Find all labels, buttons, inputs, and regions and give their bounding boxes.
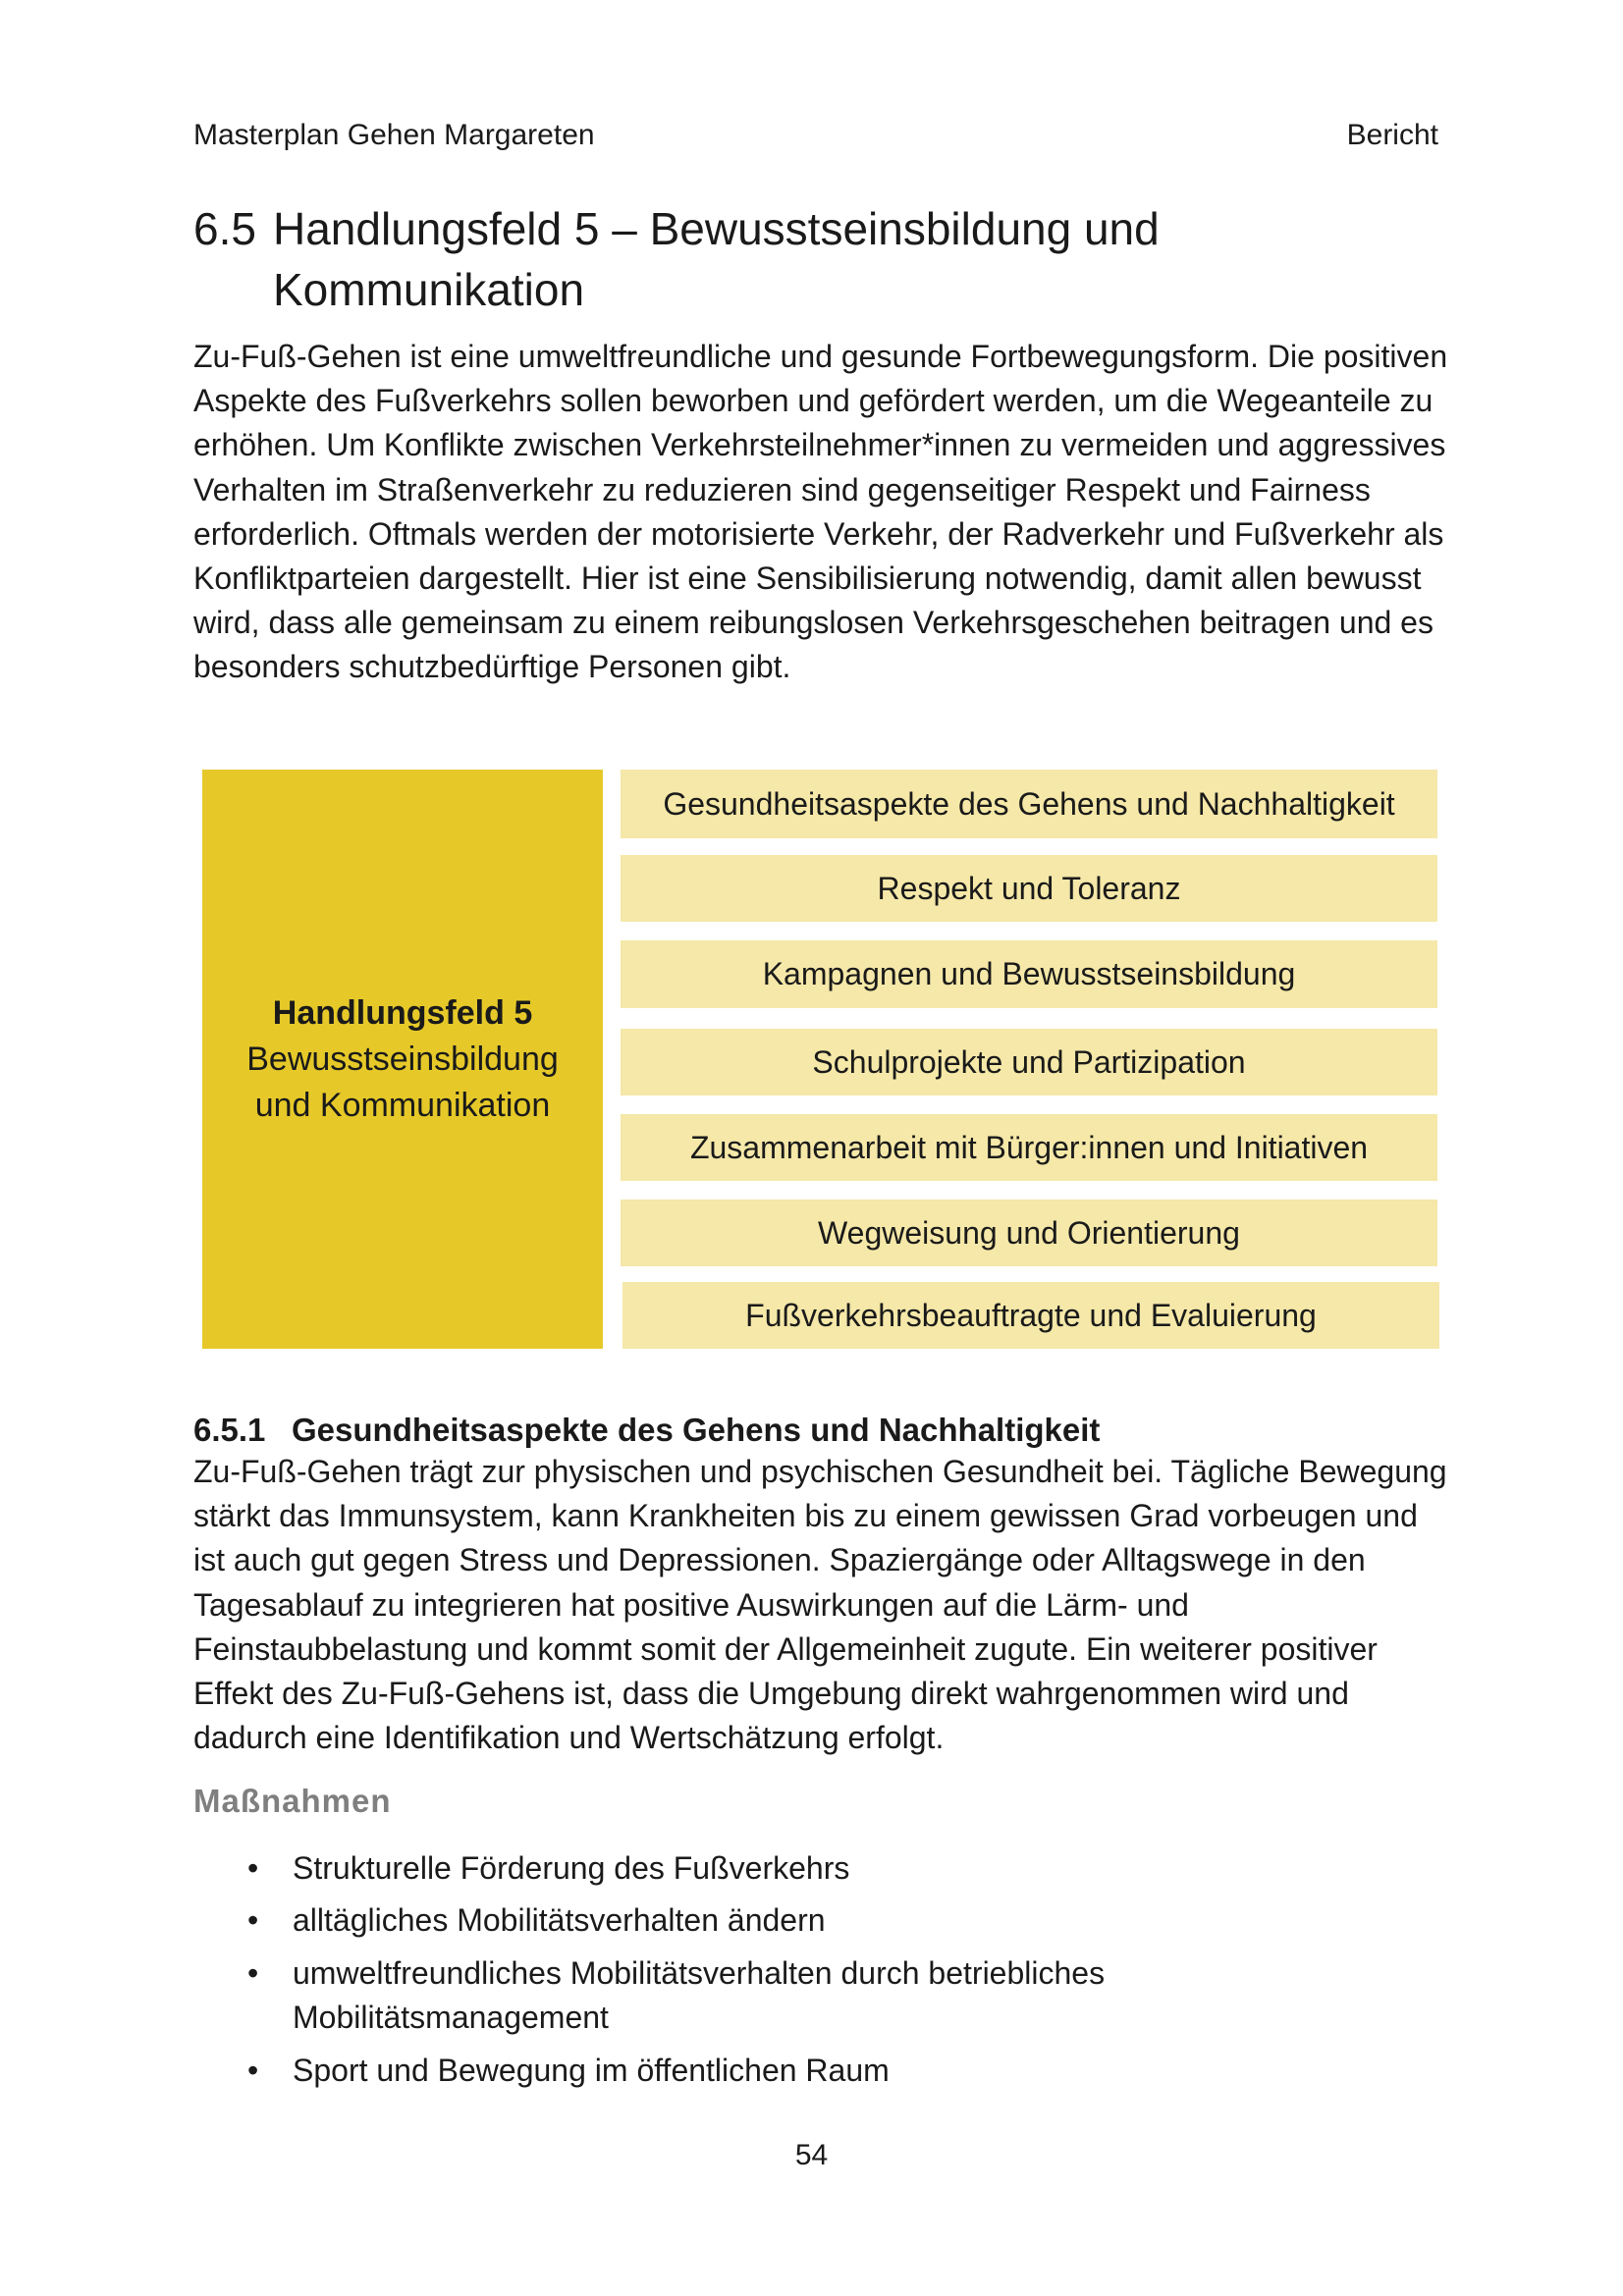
measures-heading: Maßnahmen (193, 1783, 392, 1819)
action-field-box-title: Handlungsfeld 5 (272, 993, 533, 1032)
diagram-item: Respekt und Toleranz (621, 855, 1437, 922)
action-field-box (202, 770, 603, 1349)
diagram-item: Schulprojekte und Partizipation (621, 1029, 1437, 1095)
section-number: 6.5 (193, 203, 256, 254)
measure-item: Strukturelle Förderung des Fußverkehrs (293, 1850, 850, 1886)
bullet-marker: • (247, 1850, 259, 1886)
section-title-line-1: Handlungsfeld 5 – Bewusstseinsbildung und (273, 203, 1160, 254)
bullet-marker: • (247, 1902, 259, 1938)
subsection-paragraph: Zu-Fuß-Gehen trägt zur physischen und psychischen Gesundheit bei. Tägliche Bewegung stärkt das Immunsystem, kann Krankheiten bis zu einem gewissen Grad vorbeugen und ist auch gut gegen Stress und Depressionen. Spaziergänge oder Alltagswege in den Tagesablauf zu integrieren hat positive Auswirkungen auf die Lärm- und Feinstaubbelastung und kommt somit der Allgemeinheit zugute. Ein weiterer positiver Effekt des Zu-Fuß-Gehens ist, dass die Umgebung direkt wahrgenommen wird und dadurch eine Identifikation und Wertschätzung erfolgt. (193, 1454, 1447, 1756)
running-header-title: Masterplan Gehen Margareten (193, 119, 595, 151)
subsection-heading (193, 1409, 1100, 1452)
measure-item: umweltfreundliches Mobilitätsverhalten durch betriebliches Mobilitätsmanagement (293, 1955, 1106, 2035)
diagram-item: Wegweisung und Orientierung (621, 1200, 1437, 1266)
measure-item: alltägliches Mobilitätsverhalten ändern (293, 1902, 826, 1938)
section-title (273, 198, 1255, 320)
bullet-marker: • (247, 1955, 259, 1991)
running-header-section: Bericht (1346, 119, 1438, 151)
intro-paragraph: Zu-Fuß-Gehen ist eine umweltfreundliche und gesunde Fortbewegungsform. Die positiven Aspekte des Fußverkehrs sollen beworben und gefördert werden, um die Wegeanteile zu erhöhen. Um Konflikte zwischen Verkehrsteilnehmer*innen zu vermeiden und aggressives Verhalten im Straßenverkehr zu reduzieren sind gegenseitiger Respekt und Fairness erforderlich. Oftmals werden der motorisierte Verkehr, der Radverkehr und Fußverkehr als Konfliktparteien dargestellt. Hier ist eine Sensibilisierung notwendig, damit allen bewusst wird, dass alle gemeinsam zu einem reibungslosen Verkehrsgeschehen beitragen und es besonders schutzbedürftige Personen gibt. (193, 339, 1448, 685)
action-field-box-line-2: und Kommunikation (254, 1086, 551, 1124)
subsection-number: 6.5.1 (193, 1412, 266, 1448)
subsection-title: Gesundheitsaspekte des Gehens und Nachhaltigkeit (292, 1412, 1101, 1448)
section-title-line-2: Kommunikation (273, 264, 585, 315)
action-field-box-line-1: Bewusstseinsbildung (246, 1040, 559, 1078)
measure-item: Sport und Bewegung im öffentlichen Raum (293, 2053, 890, 2088)
diagram-item: Gesundheitsaspekte des Gehens und Nachhaltigkeit (621, 770, 1437, 838)
page-number: 54 (794, 2139, 829, 2171)
diagram-item: Zusammenarbeit mit Bürger:innen und Initiativen (621, 1114, 1437, 1181)
diagram-item: Fußverkehrsbeauftragte und Evaluierung (622, 1282, 1439, 1349)
diagram-item: Kampagnen und Bewusstseinsbildung (621, 940, 1437, 1008)
bullet-marker: • (247, 2053, 259, 2088)
